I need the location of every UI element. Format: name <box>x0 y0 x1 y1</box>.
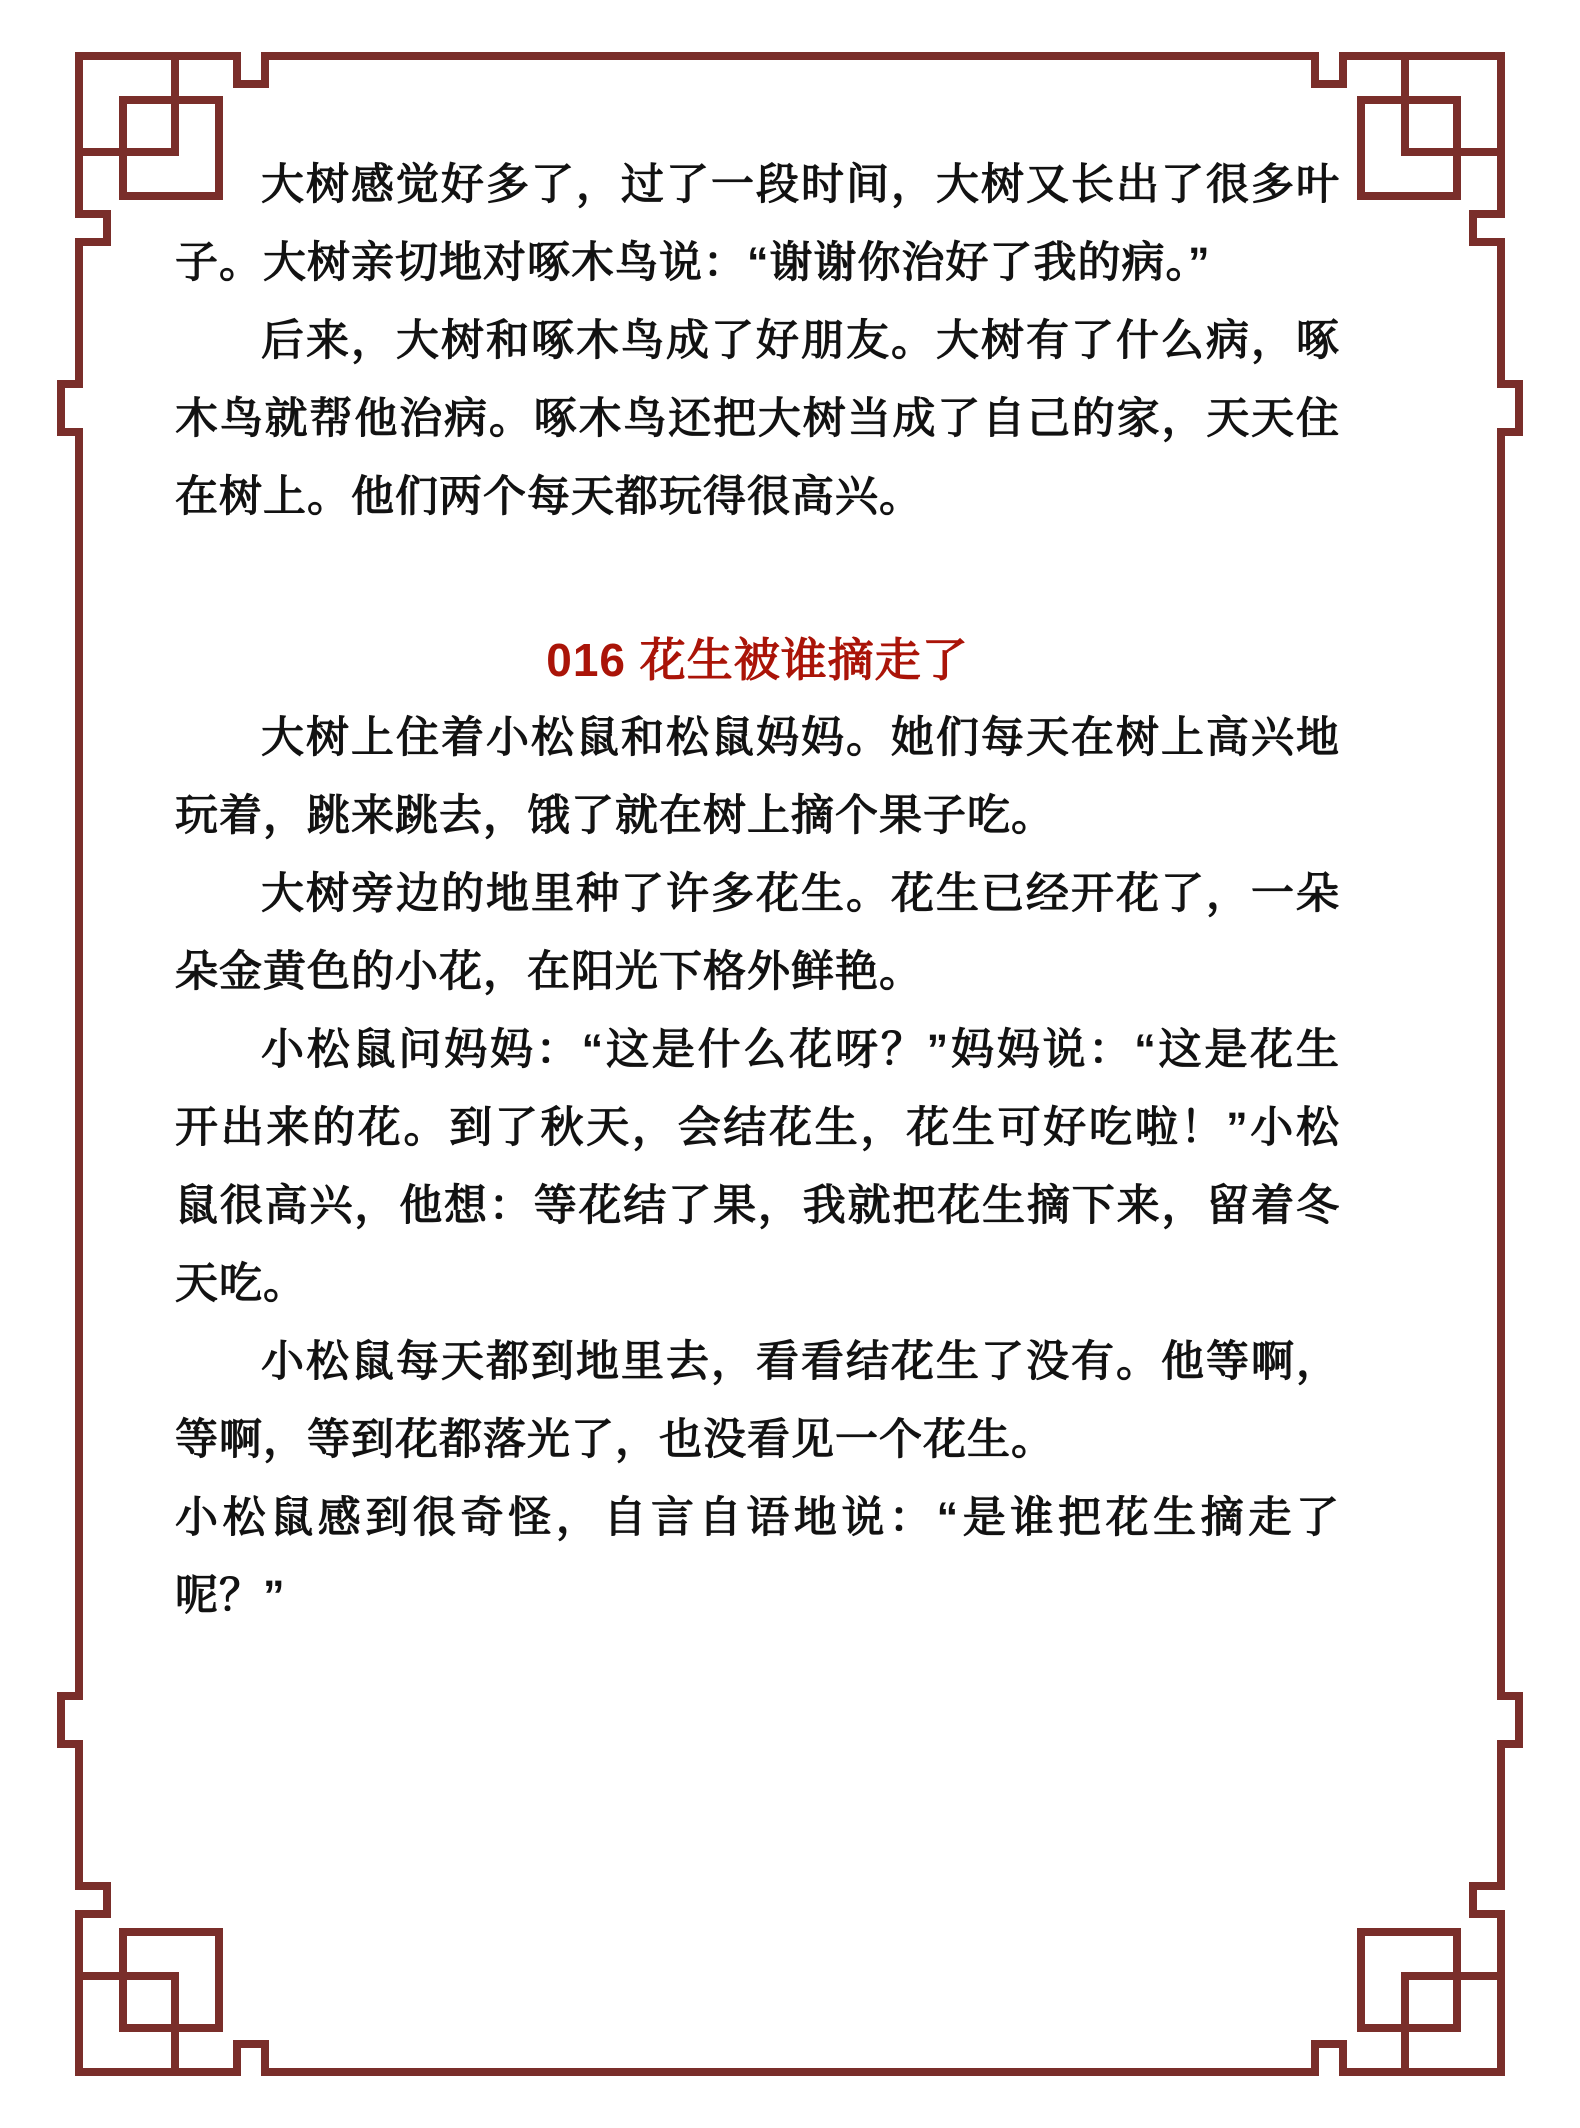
story-paragraph: 大树上住着小松鼠和松鼠妈妈。她们每天在树上高兴地玩着，跳来跳去，饿了就在树上摘个果子吃。 <box>175 714 1340 840</box>
story-text-block <box>175 146 1340 1635</box>
frame-border-left <box>75 495 83 1633</box>
frame-border-bottom <box>340 2068 1240 2076</box>
story-paragraph: 大树感觉好多了，过了一段时间，大树又长出了很多叶子。大树亲切地对啄木鸟说：“谢谢你治好了我的病。” <box>175 161 1340 287</box>
lattice-corner-bottom-left-icon <box>55 1616 355 2096</box>
frame-border-top <box>340 52 1240 60</box>
story-paragraph: 小松鼠每天都到地里去，看看结花生了没有。他等啊，等啊，等到花都落光了，也没看见一个花生。 <box>175 1338 1340 1464</box>
story-paragraph: 小松鼠问妈妈：“这是什么花呀？”妈妈说：“这是花生开出来的花。到了秋天，会结花生，花生可好吃啦！”小松鼠很高兴，他想：等花结了果，我就把花生摘下来，留着冬天吃。 <box>175 1026 1340 1308</box>
frame-border-right <box>1497 495 1505 1633</box>
story-paragraph: 大树旁边的地里种了许多花生。花生已经开花了，一朵朵金黄色的小花，在阳光下格外鲜艳。 <box>175 870 1340 996</box>
lattice-corner-bottom-right-icon <box>1225 1616 1525 2096</box>
story-paragraph: 小松鼠感到很奇怪，自言自语地说：“是谁把花生摘走了呢？” <box>175 1494 1340 1620</box>
section-title: 016 花生被谁摘走了 <box>546 634 969 686</box>
story-paragraph: 后来，大树和啄木鸟成了好朋友。大树有了什么病，啄木鸟就帮他治病。啄木鸟还把大树当成了自己的家，天天住在树上。他们两个每天都玩得很高兴。 <box>175 317 1340 521</box>
